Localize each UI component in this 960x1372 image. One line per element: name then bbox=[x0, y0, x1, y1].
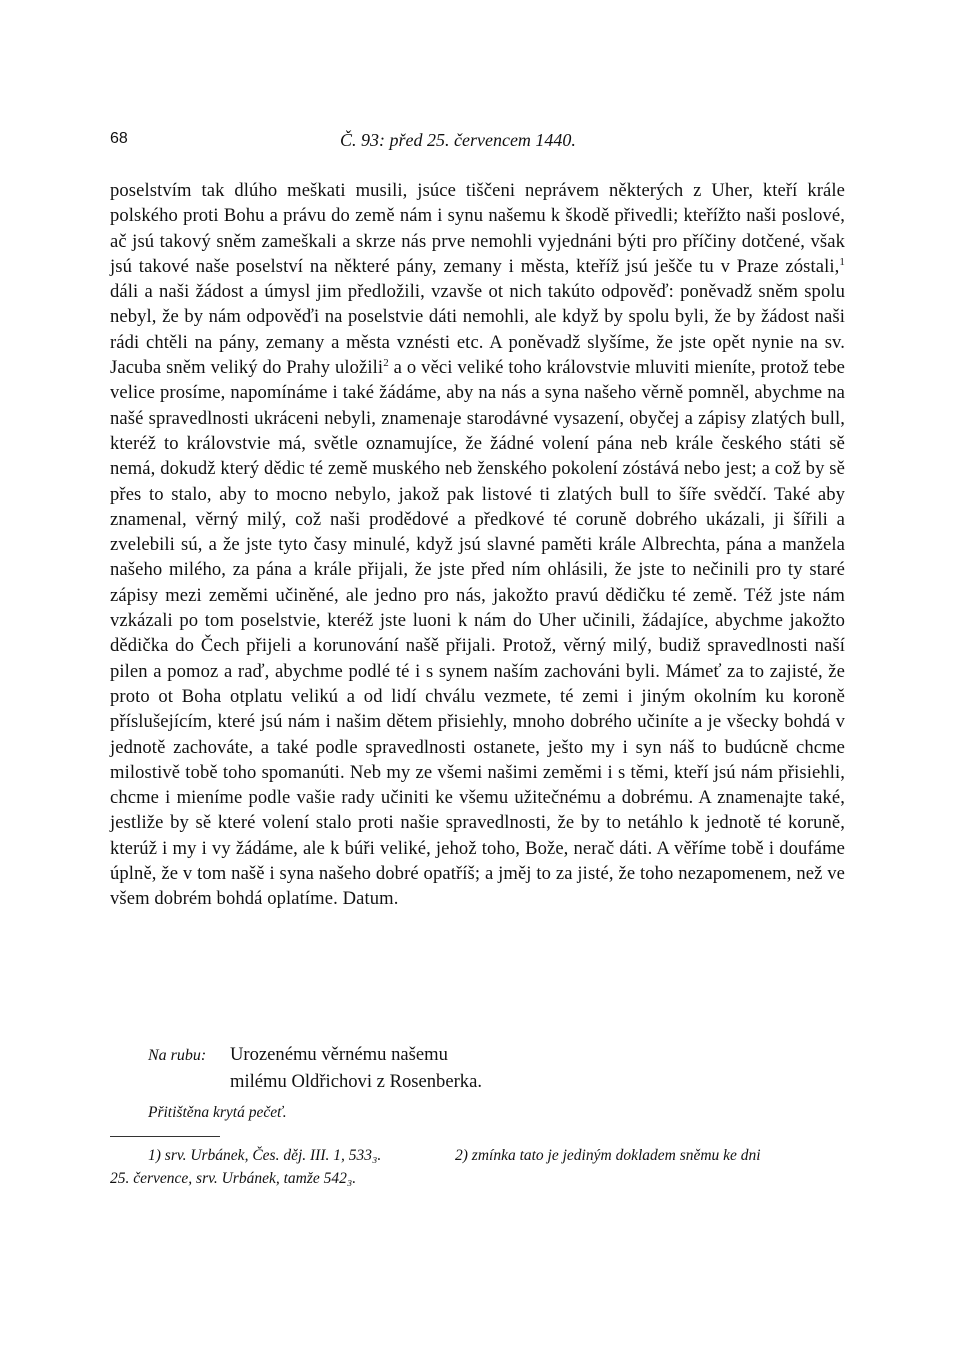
letter-paragraph bbox=[110, 178, 845, 912]
footnote-ref-1: 1 bbox=[839, 255, 845, 268]
footnote-2-continuation: 25. července, srv. Urbánek, tamže 542₃. bbox=[110, 1170, 357, 1187]
footnote-row-2 bbox=[110, 1167, 845, 1190]
page-header bbox=[110, 130, 845, 160]
address-first-line bbox=[148, 1042, 748, 1069]
address-block bbox=[148, 1042, 748, 1095]
body-segment-1: poselstvím tak dlúho meškati musili, jsúce tiščeni neprávem některých z Uher, kteří krále polského proti Bohu a právu do země nám i synu našemu k škodě přivedli; kteřížto naši poslové, ač jsú takový sněm zameškali a skrze nás prve nemohli vyjednáni býti pro příčiny dotčené, však jsú takové naše poselství na některé pány, zemany i města, kteříž jsú ješče tu v Praze zóstali, bbox=[110, 180, 845, 277]
body-segment-3: a o věci veliké toho královstvie mluviti mieníte, protož tebe velice prosíme, napomínáme i také žádáme, aby na nás a syna našeho věrně pomněl, abychme na našé spravedlnosti ukráceni nebyli, znamenaje starodávné vysazení, obyčej a zápisy zlatých bull, kteréž to královstvie má, světle oznamujíce, že žádné volení pána neb krále českého státi sě nemá, dokudž který dědic té země muského neb ženského pokolení zóstává nebo jest; a což by sě přes to stalo, aby to mocno nebylo, jakož pak listové ti zlatých bull to šíře svědčí. Také aby znamenal, věrný milý, což naši prodědové a předkové té coruně dobrého ukázali, ji šířili a zvelebili sú, a že jste tyto časy minulé, když jsú slavné paměti krále Albrechta, pána a manžela našeho milého, za pána a krále přijali, že jste před ním ohlásili, že jste to nečinili pro ty staré zápisy mezi zeměmi učiněné, ale jedno pro nás, jakožto pravú dědičku té země. Též jste nám vzkázali po tom poselstvie, kteréž jste luoni k nám do Uher učinili, žádajíce, abychme jakožto dědička do Čech přijeli a korunování našě přijali. Protož, věrný milý, budiž spravedlnosti naší pilen a pomoz a raď, abychme podlé té i s synem naším zachováni byli. Mámeť za to zajisté, že proto ot Boha otplatu velikú a od lidí chválu vezmete, té zemi i jiným okolním ku koroně příslušejícím, které jsú nám i našim dětem přisiehly, mnoho dobrého učiníte a je všecky bohdá v jednotě zachováte, a také podle spravedlnosti ostanete, ješto my i syn náš to budúcně chcme milostivě tobě toho spomanúti. Neb my ze všemi našimi zeměmi i s těmi, kteří jsú nám přisiehli, chcme i mieníme podle vašie rady učiniti ke všemu užitečnému a dobrému. A znamenajte také, jestliže by sě které volení stalo proti našie spravedlnosti, že by to netáhlo k jednotě té koruně, kterúž i my i vy žádáme, ale k búři veliké, jehož toho, Bože, nerač dáti. A věříme tobě i doufáme úplně, že v tom našě i syna našeho dobré opatříš; a jměj to za jisté, že toho nezapomenem, než ve všem dobrém bohdá oplatíme. Datum. bbox=[110, 357, 845, 910]
page-number: 68 bbox=[110, 130, 128, 147]
body-segment-2: dáli a naši žádost a úmysl jim předložili, vzavše ot nich takúto odpověď: poněvadž sněm spolu nebyl, že by nám odpověďi na poselstvie dáti nemohli, ale když by spolu byli, že by žádost naši rádi chtěli na pány, zemany a města vznésti etc. A poněvadž slyšíme, že jste opět nynie na sv. Jacuba sněm veliký do Prahy uložili bbox=[110, 281, 845, 379]
footnotes bbox=[110, 1144, 845, 1190]
letter-body bbox=[110, 178, 845, 912]
footnote-divider bbox=[110, 1136, 220, 1137]
footnote-1: 1) srv. Urbánek, Čes. děj. III. 1, 533₃. bbox=[148, 1147, 382, 1164]
footnote-2: 2) zmínka tato je jediným dokladem sněmu ke dni bbox=[455, 1147, 761, 1164]
address-label: Na rubu: bbox=[148, 1047, 207, 1064]
address-line-2: milému Oldřichovi z Rosenberka. bbox=[230, 1071, 482, 1092]
footnote-ref-2: 2 bbox=[383, 356, 389, 369]
seal-note: Přitištěna krytá pečeť. bbox=[148, 1104, 287, 1121]
address-line-1: Urozenému věrnému našemu bbox=[230, 1044, 448, 1065]
footnote-row-1 bbox=[110, 1144, 845, 1167]
running-head: Č. 93: před 25. červencem 1440. bbox=[340, 130, 576, 150]
